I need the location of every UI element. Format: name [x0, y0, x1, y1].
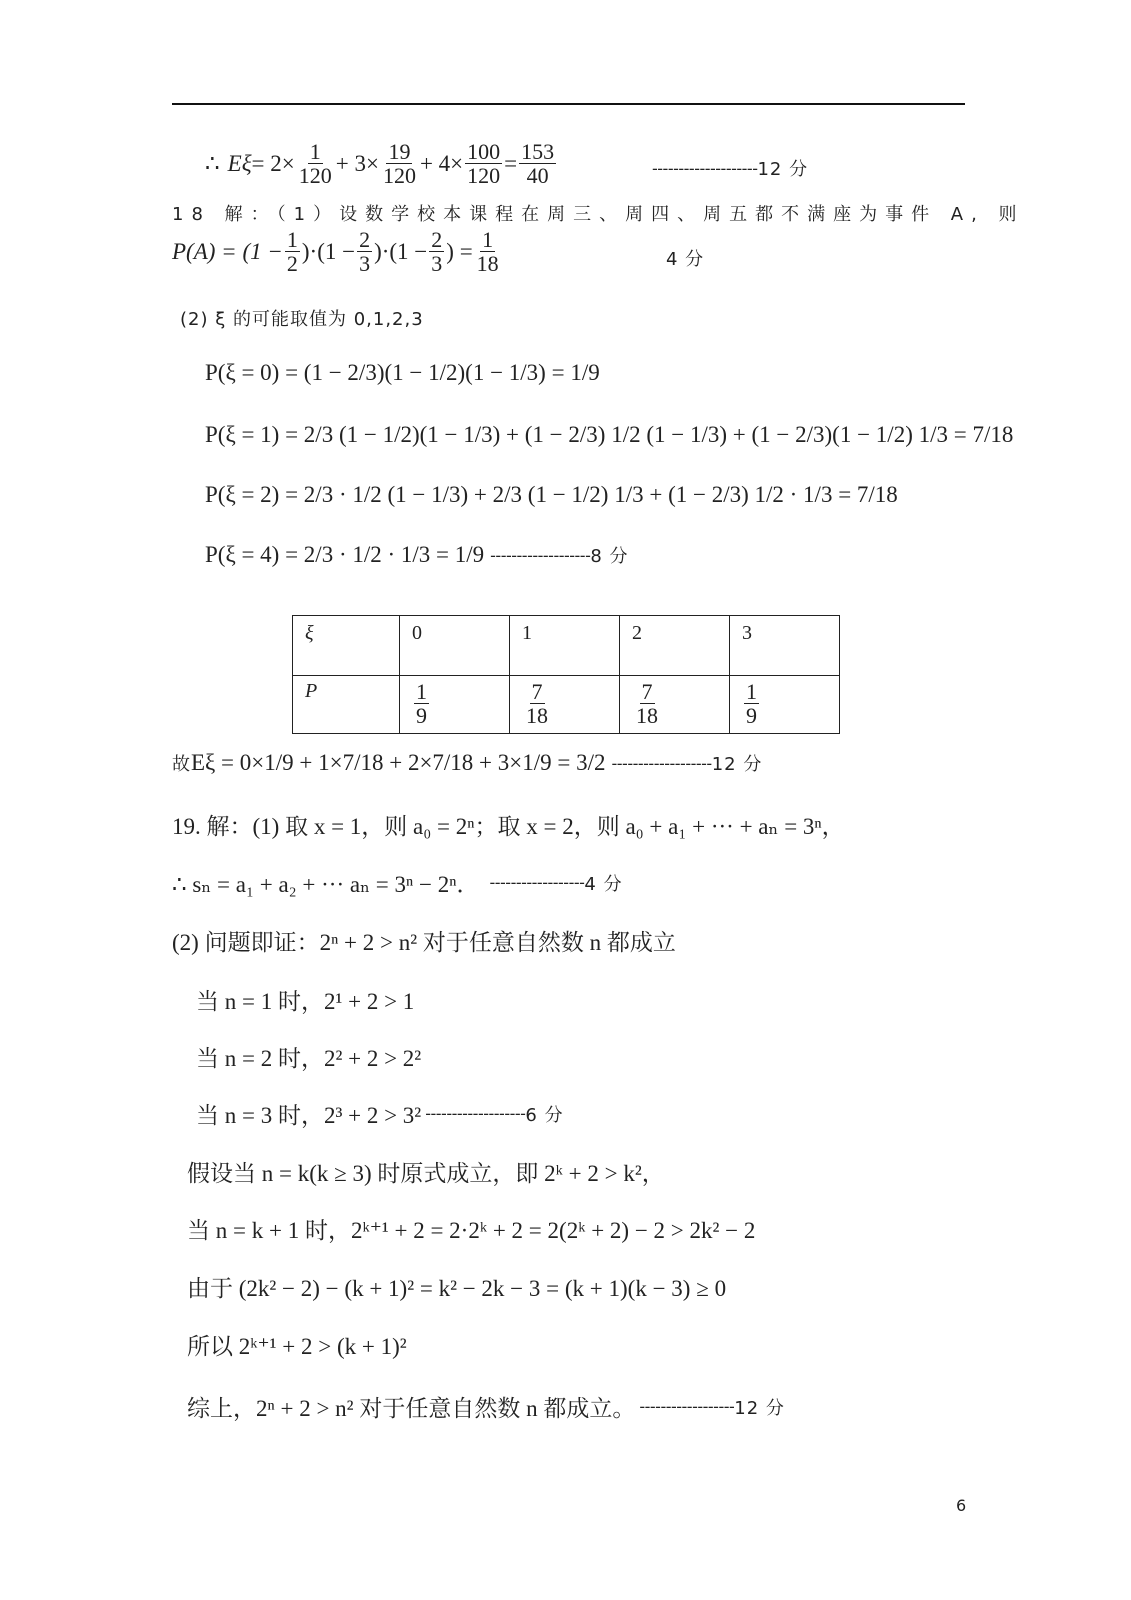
score-text: 4 分: [584, 873, 623, 895]
term-text: )·(1 −: [301, 238, 356, 264]
fraction: $\frac{2}{3}$: [431, 227, 443, 277]
q19-line-7: 假设当 n = k(k ≥ 3) 时原式成立，即 2ᵏ + 2 > k²，: [187, 1161, 665, 1186]
q19-line-4: 当 n = 1 时，2¹ + 2 > 1: [196, 989, 415, 1014]
fraction: $\frac{100}{120}$: [467, 139, 501, 189]
fraction: $\frac{19}{120}$: [382, 139, 416, 189]
term-text: + 4×: [419, 150, 464, 176]
pa-score: 4 分: [666, 249, 705, 270]
table-cell: 2: [620, 616, 730, 676]
fraction: $\frac{153}{40}$: [521, 139, 555, 189]
term-text: =: [504, 150, 518, 176]
term-text: = 2×: [251, 150, 295, 176]
fraction: $\frac{1}{18}$: [476, 227, 499, 277]
term-text: 综上，2ⁿ + 2 > n² 对于任意自然数 n 都成立。: [187, 1396, 636, 1421]
score-text: 12 分: [757, 159, 809, 180]
fraction: $\frac{1}{2}$: [286, 227, 298, 277]
q18-intro: 18 解：（1）设数学校本课程在周三、周四、周五都不满座为事件 A, 则: [172, 204, 1025, 225]
q19-line-10: 所以 2ᵏ⁺¹ + 2 > (k + 1)²: [187, 1334, 407, 1359]
page-number: 6: [956, 1496, 967, 1515]
table-cell: 0: [400, 616, 510, 676]
distribution-table: [292, 615, 840, 734]
table-cell: $\frac{1}{9}$: [730, 676, 840, 734]
score-text: 6 分: [525, 1104, 564, 1126]
table-cell: $\frac{7}{18}$: [510, 676, 620, 734]
q19-line-5: 当 n = 2 时，2² + 2 > 2²: [196, 1046, 422, 1071]
table-row: [293, 676, 840, 734]
expectation-line-17: [205, 140, 558, 187]
prob-xi-2: P(ξ = 2) = 2/3 · 1/2 (1 − 1/3) + 2/3 (1 − 1/2) 1/3 + (1 − 2/3) 1/2 · 1/3 = 7/18: [205, 482, 898, 507]
dash-leader: -------------------: [425, 1104, 526, 1123]
table-cell: ξ: [293, 616, 400, 676]
expectation-symbol: Eξ: [227, 150, 252, 176]
term-text: )·(1 −: [374, 238, 428, 264]
term-text: ) =: [446, 238, 473, 264]
table-cell: P: [293, 676, 400, 734]
score-text: 8 分: [590, 546, 629, 567]
score-text: 12 分: [734, 1397, 785, 1419]
term-text: P(A) = (1 −: [172, 238, 283, 264]
q18-part2-label: (2) ξ 的可能取值为 0,1,2,3: [180, 309, 424, 330]
q19-line-6: [196, 1097, 564, 1130]
therefore-symbol: ∴: [205, 150, 220, 176]
dash-leader: --------------------: [652, 158, 758, 178]
table-cell: $\frac{1}{9}$: [400, 676, 510, 734]
pa-equation: [172, 228, 503, 275]
dash-leader: -------------------: [611, 753, 712, 773]
term-text: ∴ sₙ = a₁ + a₂ + ··· aₙ = 3ⁿ − 2ⁿ．: [172, 872, 480, 897]
expectation-line-18: [172, 750, 762, 776]
score-mark: [652, 155, 808, 181]
table-cell: $\frac{7}{18}$: [620, 676, 730, 734]
dash-leader: -------------------: [490, 545, 591, 565]
q19-line-11: [187, 1390, 785, 1423]
table-row: [293, 616, 840, 676]
prob-xi-1: P(ξ = 1) = 2/3 (1 − 1/2)(1 − 1/3) + (1 − 2/3) 1/2 (1 − 1/3) + (1 − 2/3)(1 − 1/2) 1/3 = 7/18: [205, 422, 1014, 447]
table-cell: 1: [510, 616, 620, 676]
q19-line-1: 19. 解：(1) 取 x = 1，则 a₀ = 2ⁿ；取 x = 2，则 a₀ + a₁ + ··· + aₙ = 3ⁿ，: [172, 814, 845, 839]
table-cell: 3: [730, 616, 840, 676]
fraction: $\frac{1}{120}$: [298, 139, 332, 189]
prob-xi-0: P(ξ = 0) = (1 − 2/3)(1 − 1/2)(1 − 1/3) = 1/9: [205, 360, 600, 385]
term-text: + 3×: [335, 150, 379, 176]
dash-leader: ------------------: [639, 1397, 735, 1416]
dash-leader: ------------------: [489, 873, 585, 892]
q19-line-2: [172, 866, 623, 899]
header-rule: [172, 103, 965, 105]
term-text: 故: [172, 754, 191, 775]
fraction: $\frac{2}{3}$: [359, 227, 371, 277]
q19-line-3: (2) 问题即证：2ⁿ + 2 > n² 对于任意自然数 n 都成立: [172, 930, 676, 955]
score-text: 12 分: [711, 754, 763, 775]
term-text: 当 n = 3 时，2³ + 2 > 3²: [196, 1103, 422, 1128]
term-text: Eξ = 0×1/9 + 1×7/18 + 2×7/18 + 3×1/9 = 3/2: [191, 750, 606, 775]
q19-line-9: 由于 (2k² − 2) − (k + 1)² = k² − 2k − 3 = (k + 1)(k − 3) ≥ 0: [187, 1276, 727, 1301]
term-text: P(ξ = 4) = 2/3 · 1/2 · 1/3 = 1/9: [205, 542, 485, 567]
prob-xi-3: [205, 542, 629, 568]
q19-line-8: 当 n = k + 1 时，2ᵏ⁺¹ + 2 = 2·2ᵏ + 2 = 2(2ᵏ + 2) − 2 > 2k² − 2: [187, 1218, 756, 1243]
